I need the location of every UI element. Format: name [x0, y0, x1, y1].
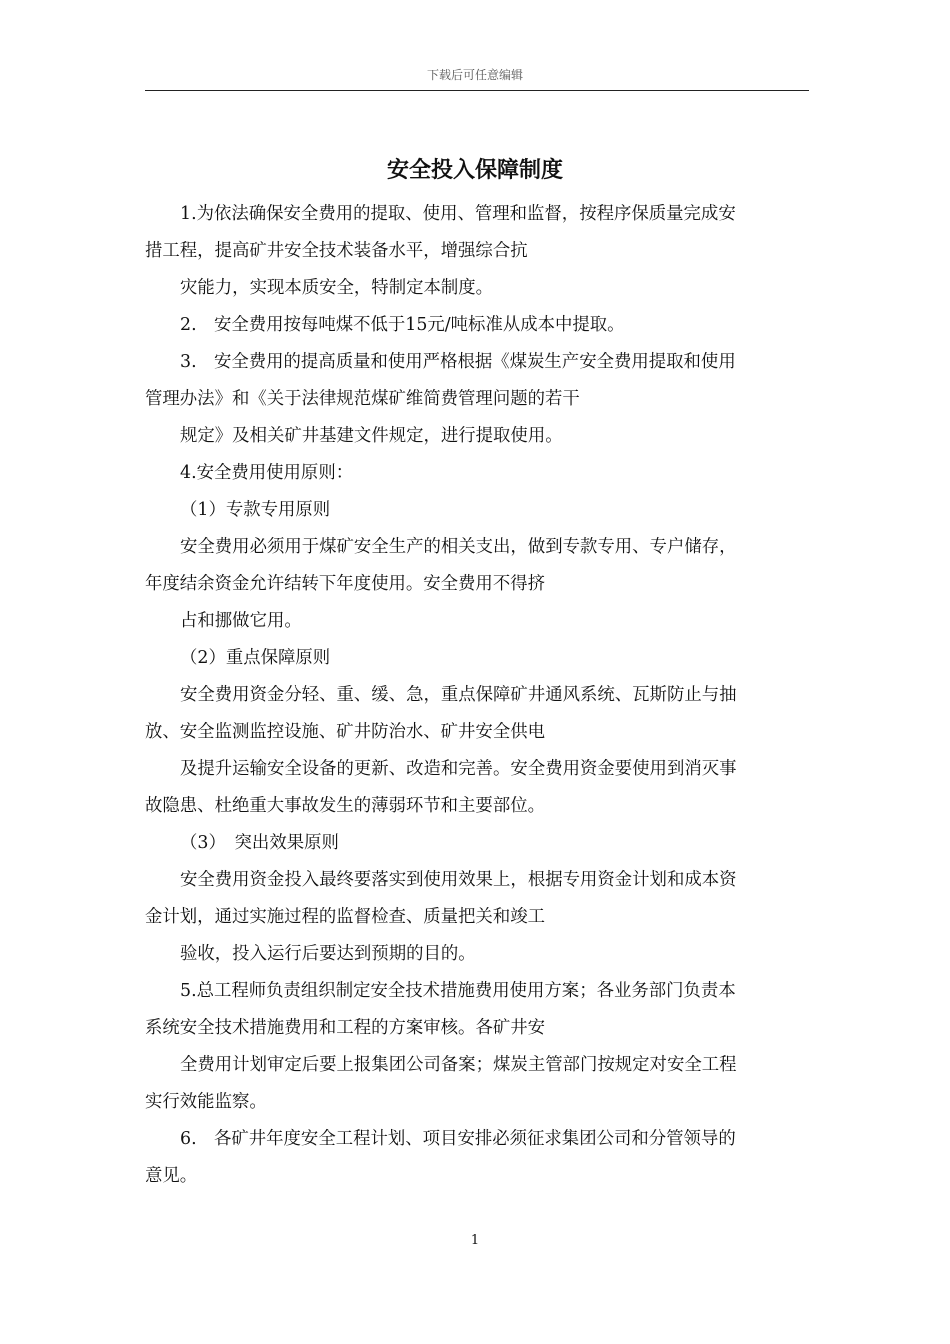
- body-line: （3） 突出效果原则: [180, 833, 339, 853]
- page-number: 1: [470, 1233, 480, 1248]
- body-line: 放、安全监测监控设施、矿井防治水、矿井安全供电: [145, 722, 545, 742]
- body-line: 6. 各矿井年度安全工程计划、项目安排必须征求集团公司和分管领导的: [180, 1129, 736, 1149]
- body-line: 系统安全技术措施费用和工程的方案审核。各矿井安: [145, 1018, 545, 1038]
- body-line: 占和挪做它用。: [180, 611, 302, 631]
- body-line: （1）专款专用原则: [180, 500, 331, 520]
- body-line: 及提升运输安全设备的更新、改造和完善。安全费用资金要使用到消灭事: [180, 759, 737, 779]
- body-line: 故隐患、杜绝重大事故发生的薄弱环节和主要部位。: [145, 796, 545, 816]
- header-divider: [145, 90, 809, 91]
- body-line: 措工程，提高矿井安全技术装备水平，增强综合抗: [145, 241, 528, 261]
- body-line: 3. 安全费用的提高质量和使用严格根据《煤炭生产安全费用提取和使用: [180, 352, 736, 372]
- body-line: 规定》及相关矿井基建文件规定，进行提取使用。: [180, 426, 563, 446]
- body-line: 2. 安全费用按每吨煤不低于15元/吨标准从成本中提取。: [180, 315, 625, 335]
- body-line: 4.安全费用使用原则：: [180, 463, 354, 483]
- body-line: 管理办法》和《关于法律规范煤矿维简费管理问题的若干: [145, 389, 580, 409]
- body-line: 安全费用必须用于煤矿安全生产的相关支出，做到专款专用、专户储存，: [180, 537, 737, 557]
- page-header: 下载后可任意编辑: [426, 68, 523, 82]
- body-line: 安全费用资金分轻、重、缓、急，重点保障矿井通风系统、瓦斯防止与抽: [180, 685, 737, 705]
- body-line: 安全费用资金投入最终要落实到使用效果上，根据专用资金计划和成本资: [180, 870, 737, 890]
- body-line: 全费用计划审定后要上报集团公司备案；煤炭主管部门按规定对安全工程: [180, 1055, 737, 1075]
- body-line: 实行效能监察。: [145, 1092, 267, 1112]
- document-body: [145, 196, 809, 1195]
- body-line: 意见。: [145, 1166, 198, 1186]
- body-line: 5.总工程师负责组织制定安全技术措施费用使用方案；各业务部门负责本: [180, 981, 736, 1001]
- document-title: 安全投入保障制度: [386, 158, 563, 183]
- body-line: 验收，投入运行后要达到预期的目的。: [180, 944, 476, 964]
- body-line: 年度结余资金允许结转下年度使用。安全费用不得挤: [145, 574, 545, 594]
- body-line: 灾能力，实现本质安全，特制定本制度。: [180, 278, 494, 298]
- body-line: 1.为依法确保安全费用的提取、使用、管理和监督，按程序保质量完成安: [180, 204, 736, 224]
- body-line: （2）重点保障原则: [180, 648, 331, 668]
- body-line: 金计划，通过实施过程的监督检查、质量把关和竣工: [145, 907, 545, 927]
